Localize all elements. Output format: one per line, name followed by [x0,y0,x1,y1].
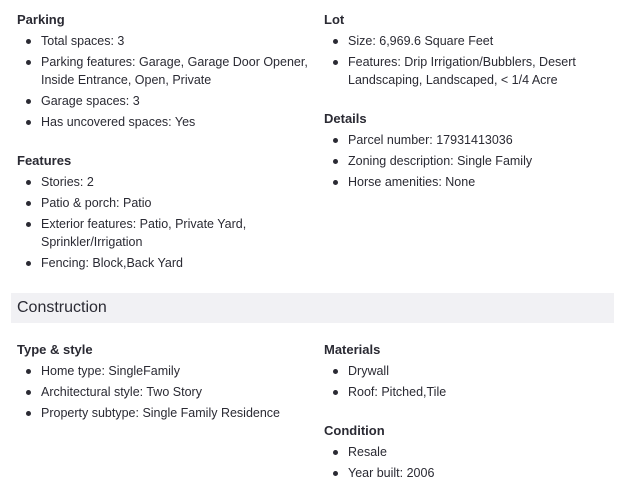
details-section [324,110,624,194]
bullet-icon [333,60,338,65]
lot-section [324,11,624,92]
bullet-icon [26,120,31,125]
bullet-icon [333,39,338,44]
condition-section [324,422,624,485]
features-section [17,152,317,275]
parking-uncovered: Has uncovered spaces: Yes [17,113,317,131]
bullet-icon [26,201,31,206]
details-heading: Details [324,111,367,126]
features-heading: Features [17,153,72,168]
materials-heading: Materials [324,342,381,357]
features-fencing: Fencing: Block,Back Yard [17,254,317,272]
lot-size: Size: 6,969.6 Square Feet [324,32,624,50]
bullet-icon [333,369,338,374]
type-home-type: Home type: SingleFamily [17,362,317,380]
features-list [17,173,317,272]
bullet-icon [26,369,31,374]
materials-roof: Roof: Pitched,Tile [324,383,624,401]
details-horse: Horse amenities: None [324,173,624,191]
bullet-icon [333,471,338,476]
bullet-icon [26,180,31,185]
parking-list [17,32,317,131]
bullet-icon [26,390,31,395]
type-subtype: Property subtype: Single Family Residence [17,404,317,422]
materials-section [324,341,624,404]
construction-header [11,293,614,323]
condition-heading: Condition [324,423,385,438]
parking-garage-spaces: Garage spaces: 3 [17,92,317,110]
type-style-heading: Type & style [17,342,93,357]
features-exterior: Exterior features: Patio, Private Yard, Sprinkler/Irrigation [17,215,259,251]
condition-year-built: Year built: 2006 [324,464,624,482]
bullet-icon [333,159,338,164]
bullet-icon [26,99,31,104]
type-style-list [17,362,317,422]
bullet-icon [26,222,31,227]
bullet-icon [333,450,338,455]
details-parcel: Parcel number: 17931413036 [324,131,624,149]
lot-list [324,32,624,89]
parking-section [17,11,317,134]
type-style-section [17,341,317,425]
condition-list [324,443,624,482]
construction-title: Construction [17,299,107,316]
bullet-icon [333,138,338,143]
condition-resale: Resale [324,443,624,461]
details-list [324,131,624,191]
details-zoning: Zoning description: Single Family [324,152,624,170]
parking-total-spaces: Total spaces: 3 [17,32,317,50]
bullet-icon [333,390,338,395]
bullet-icon [26,261,31,266]
type-arch-style: Architectural style: Two Story [17,383,317,401]
features-stories: Stories: 2 [17,173,317,191]
bullet-icon [26,60,31,65]
materials-list [324,362,624,401]
bullet-icon [333,180,338,185]
lot-heading: Lot [324,12,345,27]
materials-drywall: Drywall [324,362,624,380]
bullet-icon [26,39,31,44]
parking-heading: Parking [17,12,65,27]
features-patio: Patio & porch: Patio [17,194,317,212]
lot-features: Features: Drip Irrigation/Bubblers, Desert Landscaping, Landscaped, < 1/4 Acre [324,53,610,89]
bullet-icon [26,411,31,416]
parking-features: Parking features: Garage, Garage Door Opener, Inside Entrance, Open, Private [17,53,313,89]
